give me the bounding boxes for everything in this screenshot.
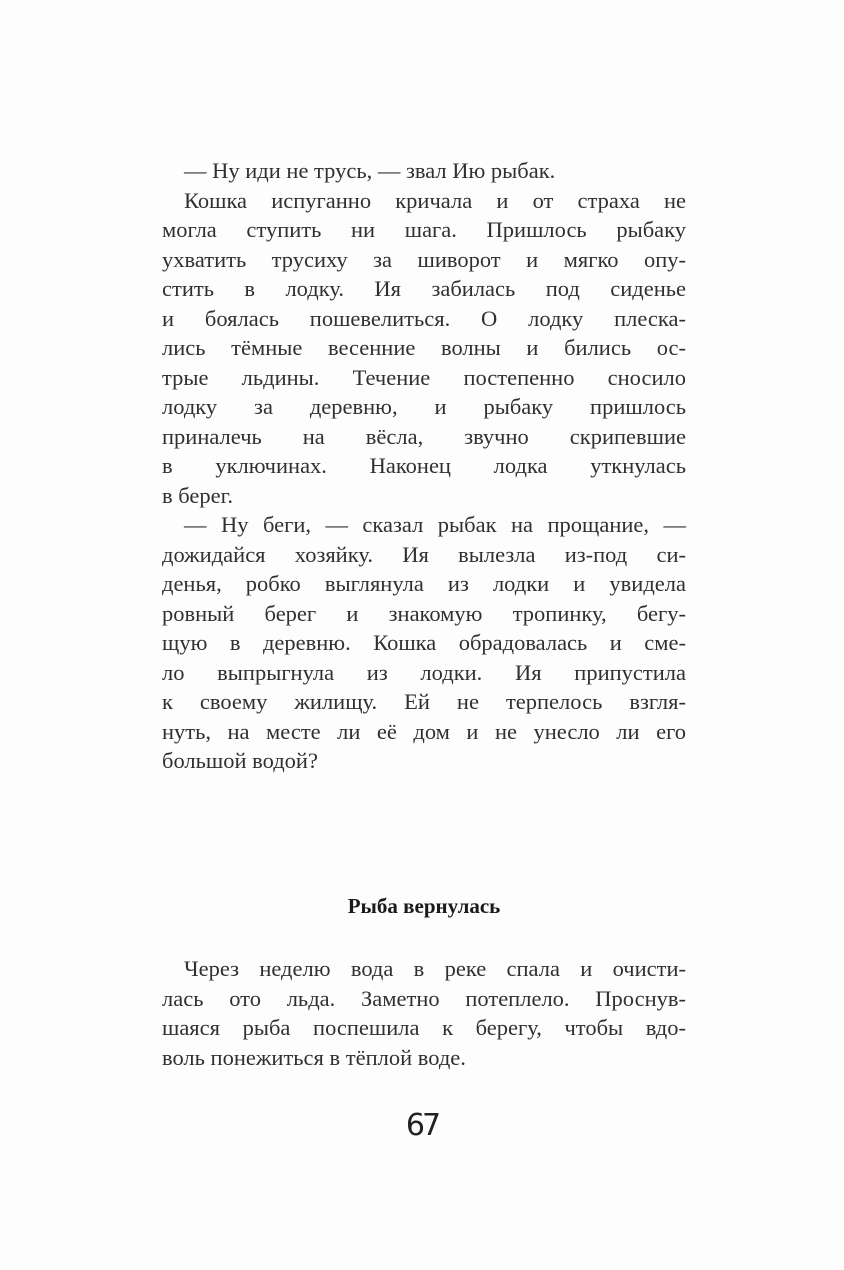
text-line: денья, робко выглянула из лодки и увидела <box>162 571 686 596</box>
text-line: воль понежиться в тёплой воде. <box>162 1044 466 1070</box>
text-line: приналечь на вёсла, звучно скрипевшие <box>162 423 686 449</box>
text-line: дожидайся хозяйку. Ия вылезла из-под си- <box>162 541 686 567</box>
text-line: нуть, на месте ли её дом и не унесло ли его <box>162 718 686 744</box>
text-line: — Ну беги, — сказал рыбак на прощание, — <box>184 512 686 537</box>
text-line: могла ступить ни шага. Пришлось рыбаку <box>162 217 686 242</box>
text-line: лись тёмные весенние волны и бились ос- <box>162 335 686 360</box>
text-line: щую в деревню. Кошка обрадовалась и сме- <box>162 630 686 655</box>
text-line: ло выпрыгнула из лодки. Ия припустила <box>162 659 686 685</box>
text-line: в уключинах. Наконец лодка уткнулась <box>162 453 686 478</box>
text-line: ровный берег и знакомую тропинку, бегу- <box>162 600 686 626</box>
section-heading: Рыба вернулась <box>347 894 501 918</box>
text-line: — Ну иди не трусь, — звал Ию рыбак. <box>184 158 556 183</box>
text-line: лась ото льда. Заметно потеплело. Проснув- <box>162 985 686 1011</box>
text-line: ухватить трусиху за шиворот и мягко опу- <box>162 246 686 272</box>
page-number: 67 <box>405 1108 439 1143</box>
text-line: к своему жилищу. Ей не терпелось взгля- <box>162 689 686 714</box>
text-line: шаяся рыба поспешила к берегу, чтобы вдо- <box>162 1015 686 1040</box>
text-line: стить в лодку. Ия забилась под сиденье <box>162 276 686 301</box>
text-line: в берег. <box>162 482 233 508</box>
text-line: Через неделю вода в реке спала и очисти- <box>184 956 686 981</box>
text-line: Кошка испуганно кричала и от страха не <box>184 187 686 213</box>
text-line: и боялась пошевелиться. О лодку плеска- <box>162 305 686 331</box>
text-line: трые льдины. Течение постепенно сносило <box>162 364 686 390</box>
text-line: лодку за деревню, и рыбаку пришлось <box>162 394 686 419</box>
text-line: большой водой? <box>162 748 318 773</box>
